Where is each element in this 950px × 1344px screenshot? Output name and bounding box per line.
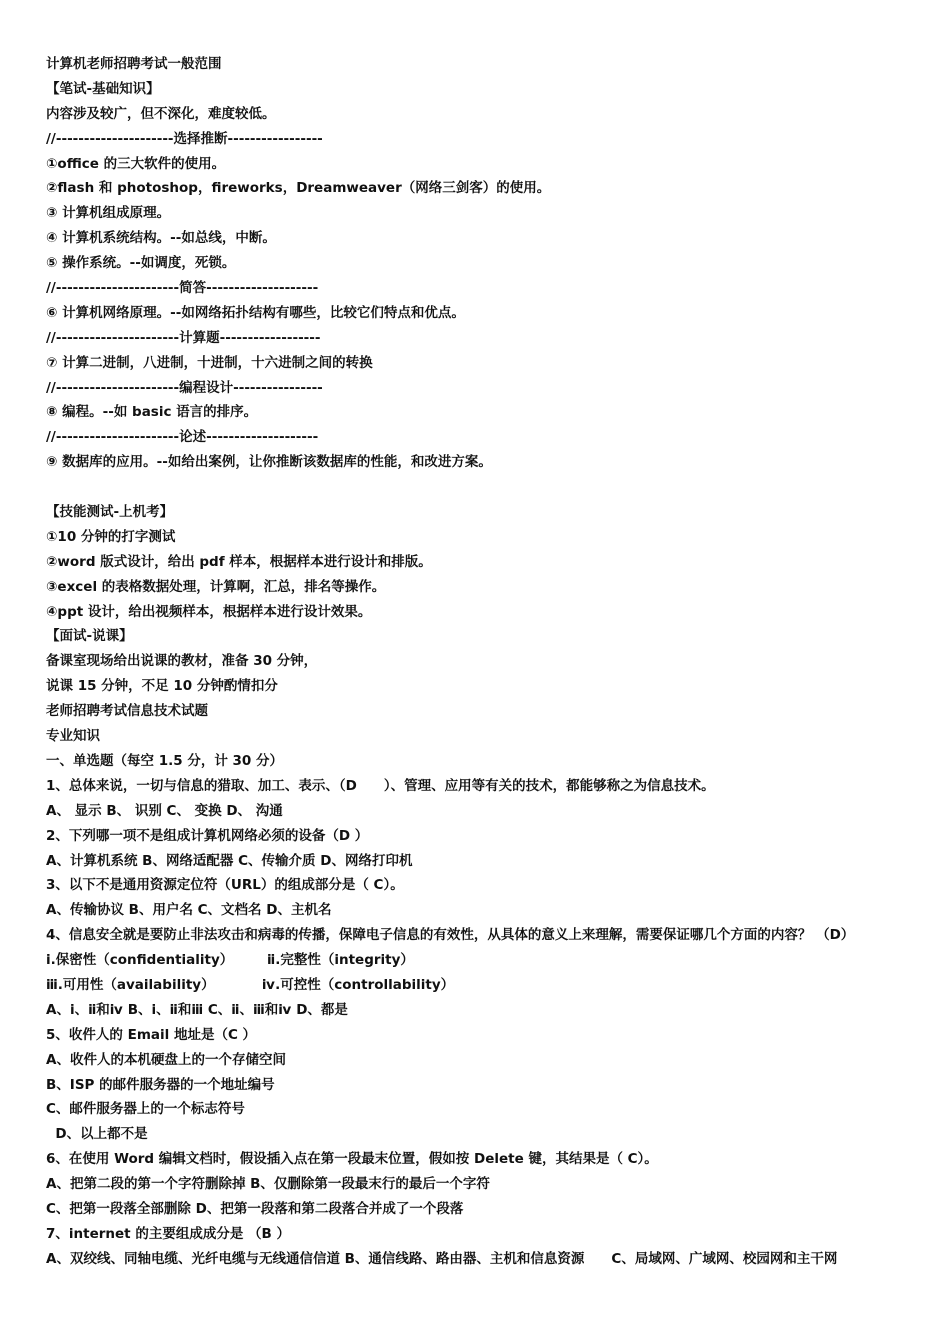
question-sub-items: ⅲ.可用性（availability） ⅳ.可控性（controllability） <box>46 976 455 993</box>
question-text: 3、以下不是通用资源定位符（URL）的组成部分是（ C）。 <box>46 877 404 894</box>
question-text: 7、internet 的主要组成成分是 （B ） <box>46 1225 291 1242</box>
list-item: ④ 计算机系统结构。--如总线，中断。 <box>46 230 276 247</box>
question-text: 6、在使用 Word 编辑文档时，假设插入点在第一段最末位置，假如按 Delete 键，其结果是（ C）。 <box>46 1151 658 1168</box>
subtitle-professional-knowledge: 专业知识 <box>46 728 100 745</box>
document-body <box>46 52 906 1272</box>
divider-essay: //----------------------论述-------------------- <box>46 429 319 446</box>
question-options: A、双绞线、同轴电缆、光纤电缆与无线通信信道 B、通信线路、路由器、主机和信息资源 C、局域网、广域网、校园网和主干网 <box>46 1250 838 1267</box>
section-heading-skill-test: 【技能测试-上机考】 <box>46 504 174 521</box>
question-option: D、以上都不是 <box>46 1126 148 1143</box>
divider-choice-judgment: //---------------------选择推断----------------- <box>46 130 323 147</box>
blank-line <box>46 475 906 500</box>
text-line: 说课 15 分钟，不足 10 分钟酌情扣分 <box>46 678 278 695</box>
question-option: C、邮件服务器上的一个标志符号 <box>46 1101 245 1118</box>
list-item: ⑦ 计算二进制，八进制，十进制，十六进制之间的转换 <box>46 354 373 371</box>
subtitle-exam: 老师招聘考试信息技术试题 <box>46 703 208 720</box>
list-item: ①10 分钟的打字测试 <box>46 528 176 545</box>
question-text: 4、信息安全就是要防止非法攻击和病毒的传播，保障电子信息的有效性，从具体的意义上来理解，需要保证哪几个方面的内容？ （D） <box>46 927 855 944</box>
list-item: ⑨ 数据库的应用。--如给出案例，让你推断该数据库的性能，和改进方案。 <box>46 454 492 471</box>
list-item: ⑥ 计算机网络原理。--如网络拓扑结构有哪些，比较它们特点和优点。 <box>46 304 465 321</box>
divider-programming: //----------------------编程设计---------------- <box>46 379 323 396</box>
question-options: A、把第二段的第一个字符删除掉 B、仅删除第一段最末行的最后一个字符 <box>46 1176 490 1193</box>
section-heading-written-exam: 【笔试-基础知识】 <box>46 80 160 97</box>
list-item: ⑤ 操作系统。--如调度，死锁。 <box>46 255 236 272</box>
question-options: A、 显示 B、 识别 C、 变换 D、 沟通 <box>46 802 283 819</box>
section-heading-single-choice: 一、单选题（每空 1.5 分，计 30 分） <box>46 752 284 769</box>
list-item: ②flash 和 photoshop，fireworks，Dreamweaver（网络三剑客）的使用。 <box>46 180 551 197</box>
question-option: A、收件人的本机硬盘上的一个存储空间 <box>46 1051 286 1068</box>
list-item: ⑧ 编程。--如 basic 语言的排序。 <box>46 404 258 421</box>
question-option: B、ISP 的邮件服务器的一个地址编号 <box>46 1076 275 1093</box>
doc-title: 计算机老师招聘考试一般范围 <box>46 56 222 72</box>
divider-calculation: //----------------------计算题------------------ <box>46 329 321 346</box>
question-options: A、计算机系统 B、网络适配器 C、传输介质 D、网络打印机 <box>46 852 413 869</box>
list-item: ①office 的三大软件的使用。 <box>46 155 226 172</box>
section-heading-interview: 【面试-说课】 <box>46 628 133 645</box>
text-line: 备课室现场给出说课的教材，准备 30 分钟， <box>46 653 318 670</box>
question-options: C、把第一段落全部删除 D、把第一段落和第二段落合并成了一个段落 <box>46 1200 464 1217</box>
question-sub-items: ⅰ.保密性（confidentiality） ⅱ.完整性（integrity） <box>46 952 414 969</box>
list-item: ②word 版式设计，给出 pdf 样本，根据样本进行设计和排版。 <box>46 553 432 570</box>
question-text: 5、收件人的 Email 地址是（C ） <box>46 1026 257 1043</box>
list-item: ③ 计算机组成原理。 <box>46 205 171 222</box>
question-text: 1、总体来说，一切与信息的猎取、加工、表示、（D ）、管理、应用等有关的技术，都能够称之为信息技术。 <box>46 777 715 794</box>
question-options: A、ⅰ、ⅱ和ⅳ B、ⅰ、ⅱ和ⅲ C、ⅱ、ⅲ和ⅳ D、都是 <box>46 1001 348 1018</box>
divider-short-answer: //----------------------简答-------------------- <box>46 280 319 297</box>
list-item: ③excel 的表格数据处理，计算啊，汇总，排名等操作。 <box>46 578 386 595</box>
text-line: 内容涉及较广，但不深化，难度较低。 <box>46 105 276 122</box>
question-text: 2、下列哪一项不是组成计算机网络必须的设备（D ） <box>46 827 369 844</box>
list-item: ④ppt 设计，给出视频样本，根据样本进行设计效果。 <box>46 603 372 620</box>
question-options: A、传输协议 B、用户名 C、文档名 D、主机名 <box>46 902 332 919</box>
